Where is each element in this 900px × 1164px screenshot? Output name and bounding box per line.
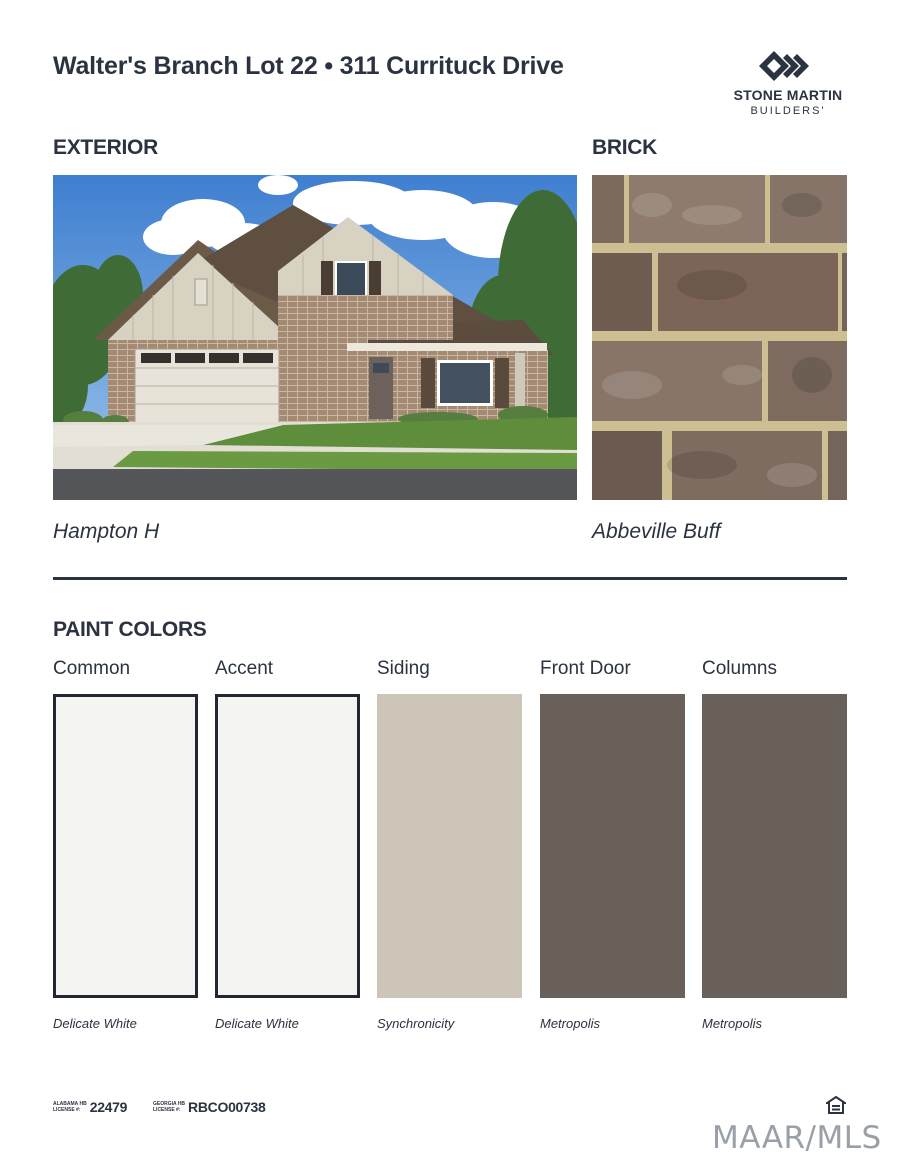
paint-label-siding: Siding [377,658,430,679]
company-logo [718,50,858,122]
paint-colors-heading: PAINT COLORS [53,618,207,641]
paint-swatch-siding [377,694,522,998]
alabama-license-label-line2: LICENSE #: [53,1106,81,1113]
paint-name-common: Delicate White [53,1016,137,1031]
paint-swatch-columns [702,694,847,998]
georgia-license-number: RBCO00738 [188,1098,266,1115]
paint-label-common: Common [53,658,131,679]
brick-sample-photo [592,175,847,500]
exterior-heading: EXTERIOR [53,136,158,159]
paint-label-accent: Accent [215,658,274,679]
alabama-license-label [53,1101,87,1113]
paint-name-accent: Delicate White [215,1016,299,1031]
mls-watermark: MAAR/MLS [712,1120,882,1156]
exterior-photo [53,175,577,500]
georgia-license [153,1098,266,1116]
paint-label-columns: Columns [702,658,777,679]
paint-name-columns: Metropolis [702,1016,762,1031]
equal-housing-icon [826,1096,846,1114]
paint-name-siding: Synchronicity [377,1016,455,1031]
stone-martin-logo-icon [758,50,818,82]
logo-wordmark: STONE MARTIN [733,87,843,103]
alabama-license-number: 22479 [89,1098,128,1115]
logo-subtitle: BUILDERS' [750,105,826,117]
georgia-license-label-line1: GEORGIA HB [153,1100,186,1107]
brick-heading: BRICK [592,136,657,159]
georgia-license-label [153,1101,185,1113]
alabama-license [53,1098,127,1116]
alabama-license-label-line1: ALABAMA HB [53,1100,87,1107]
paint-name-front-door: Metropolis [540,1016,600,1031]
brick-caption: Abbeville Buff [592,520,721,543]
paint-label-front-door: Front Door [540,658,631,679]
exterior-caption: Hampton H [53,520,160,543]
section-divider [53,577,847,580]
paint-swatch-common [53,694,198,998]
paint-swatch-front-door [540,694,685,998]
page-title: Walter's Branch Lot 22 • 311 Currituck Drive [53,52,564,80]
paint-swatch-accent [215,694,360,998]
georgia-license-label-line2: LICENSE #: [153,1106,181,1113]
